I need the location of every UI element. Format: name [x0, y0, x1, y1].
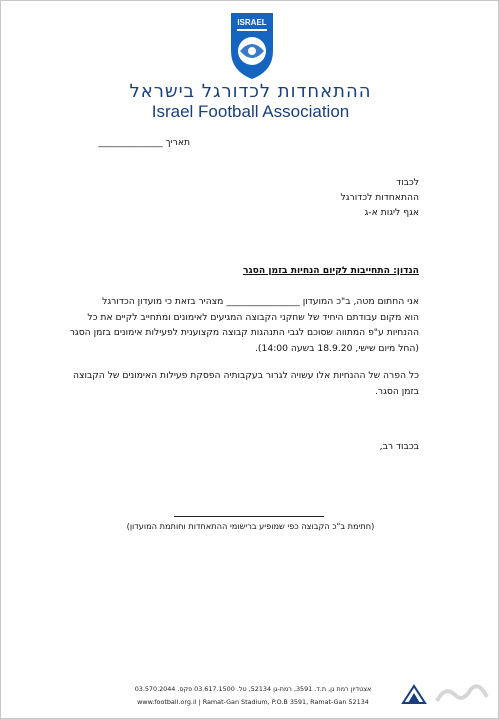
paragraph-line: הוא מקום עבודתם היחיד של שחקני הקבוצה המגיעים לאימונים ומתחייב לקיים את כל [87, 311, 419, 323]
org-name-hebrew: ההתאחדות לכדורגל בישראל [129, 81, 372, 102]
recipient-line-2: ההתאחדות לכדורגל [340, 192, 419, 203]
date-label: תאריך [165, 137, 190, 148]
subject-line: הנדון: התחייבות לקיום הנחיות בזמן הסגר [243, 265, 419, 276]
paragraph-line: אני החתום מטה, ב"כ המועדון ________________ מצהיר בזאת כי מועדון הכדורגל [102, 296, 419, 307]
paragraph-line: כל הפרה של ההנחיות אלו עשויה לגרור בעקבותיה הפסקת פעילות האימונים של הקבוצה [73, 370, 419, 381]
footer-stadium-icon [401, 683, 427, 705]
footer-address-hebrew: אצטדיון רמת גן, ת.ד. 3591, רמת-גן 52134, טל. 03.617.1500 פקס. 03.570.2044 [134, 685, 372, 693]
body-paragraph-2 [69, 368, 419, 399]
recipient-block [119, 175, 419, 220]
paragraph-line: (החל מיום שישי, 18.9.20 בשעה 14:00). [254, 342, 419, 354]
ifa-shield-icon [227, 11, 277, 81]
closing: בכבוד רב, [379, 441, 419, 452]
footer-address-english: www.football.org.il | Ramat-Gan Stadium, P.O.B 3591, Ramat-Gan 52134 [137, 698, 369, 706]
recipient-line-1: לכבוד [396, 177, 419, 188]
ifa-logo [227, 11, 277, 81]
paragraph-line: ההנחיות ע"פ המתווה שסוכם לגבי התנהגות קבוצה מקצוענית לפעילות אימונים בזמן הסגר [69, 327, 419, 338]
signature-caption: (חתימת ב"כ הקבוצה כפי שמופיע ברישומי ההתאחדות וחותמת המועדון) [126, 521, 375, 531]
date-field [98, 137, 190, 148]
signature-line [174, 516, 324, 517]
body-paragraph-1 [69, 294, 419, 356]
watermark-icon [433, 683, 491, 705]
org-name-english: Israel Football Association [151, 102, 350, 121]
date-blank: ______________ [98, 137, 163, 148]
recipient-line-3: אגף ליגות א-ג [364, 207, 419, 218]
logo-text: ISRAEL [237, 18, 267, 27]
paragraph-line: בזמן הסגר. [374, 385, 419, 397]
